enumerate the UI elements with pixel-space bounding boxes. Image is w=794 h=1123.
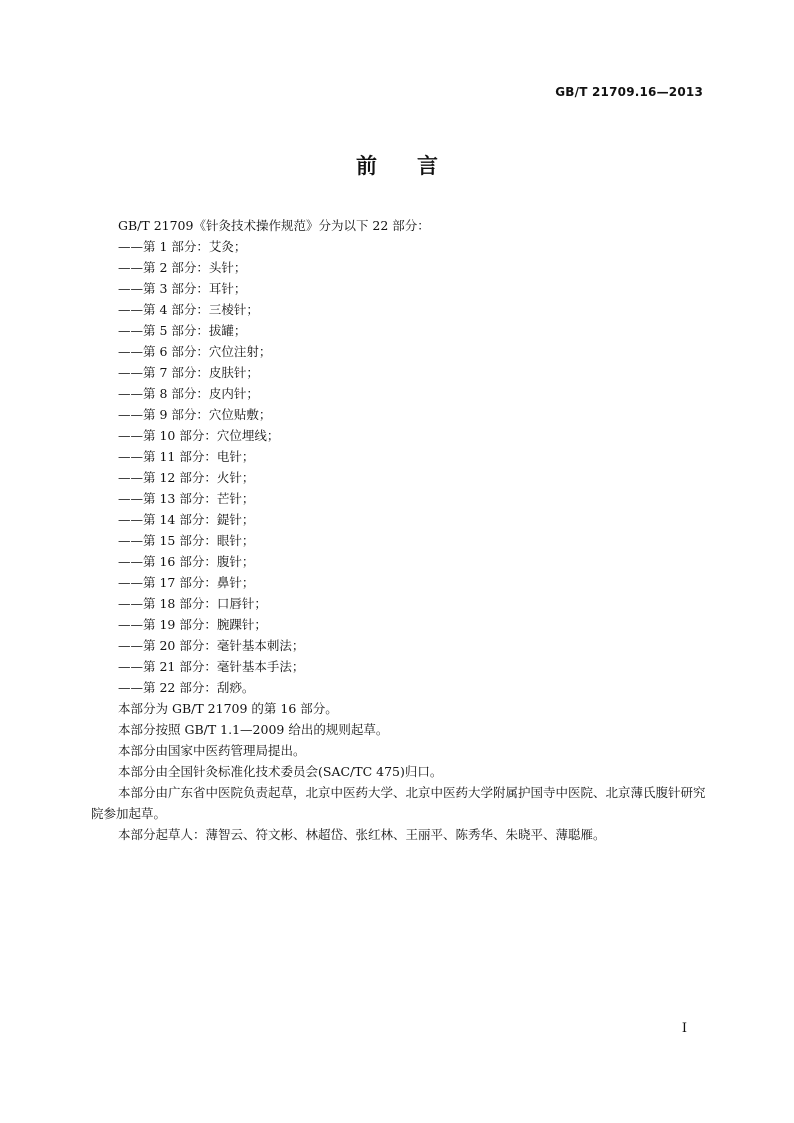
- drafting-rules-statement: 本部分按照 GB/T 1.1—2009 给出的规则起草。: [118, 722, 389, 737]
- proposer-statement: 本部分由国家中医药管理局提出。: [118, 743, 306, 758]
- foreword-body: [91, 215, 709, 845]
- page-title: 前言: [356, 154, 478, 178]
- drafting-organizations-statement: 本部分由广东省中医院负责起草，北京中医药大学、北京中医药大学附属护国寺中医院、北京薄氏腹针研究院参加起草。: [91, 785, 706, 821]
- intro-paragraph: GB/T 21709《针灸技术操作规范》分为以下 22 部分：: [118, 218, 430, 233]
- list-item: ——第 19 部分：腕踝针；: [118, 617, 267, 632]
- drafters-statement: 本部分起草人：薄智云、符文彬、林超岱、张红林、王丽平、陈秀华、朱晓平、薄聪雁。: [118, 827, 606, 842]
- page-number: I: [681, 1021, 687, 1036]
- list-item: ——第 15 部分：眼针；: [118, 533, 255, 548]
- list-item: ——第 18 部分：口唇针；: [118, 596, 267, 611]
- list-item: ——第 1 部分：艾灸；: [118, 239, 247, 254]
- list-item: ——第 3 部分：耳针；: [118, 281, 247, 296]
- list-item: ——第 13 部分：芒针；: [118, 491, 255, 506]
- list-item: ——第 4 部分：三棱针；: [118, 302, 259, 317]
- list-item: ——第 20 部分：毫针基本刺法；: [118, 638, 305, 653]
- standard-number: GB/T 21709.16—2013: [555, 85, 703, 99]
- list-item: ——第 14 部分：鍉针；: [118, 512, 255, 527]
- list-item: ——第 9 部分：穴位贴敷；: [118, 407, 272, 422]
- list-item: ——第 17 部分：鼻针；: [118, 575, 255, 590]
- list-item: ——第 11 部分：电针；: [118, 449, 255, 464]
- committee-statement: 本部分由全国针灸标准化技术委员会(SAC/TC 475)归口。: [118, 764, 443, 779]
- list-item: ——第 12 部分：火针；: [118, 470, 255, 485]
- list-item: ——第 21 部分：毫针基本手法；: [118, 659, 305, 674]
- list-item: ——第 5 部分：拔罐；: [118, 323, 247, 338]
- list-item: ——第 8 部分：皮内针；: [118, 386, 259, 401]
- parts-list: [91, 236, 709, 698]
- list-item: ——第 2 部分：头针；: [118, 260, 247, 275]
- list-item: ——第 16 部分：腹针；: [118, 554, 255, 569]
- list-item: ——第 6 部分：穴位注射；: [118, 344, 272, 359]
- list-item: ——第 10 部分：穴位埋线；: [118, 428, 280, 443]
- part-number-statement: 本部分为 GB/T 21709 的第 16 部分。: [118, 701, 338, 716]
- list-item: ——第 22 部分：刮痧。: [118, 680, 255, 695]
- list-item: ——第 7 部分：皮肤针；: [118, 365, 259, 380]
